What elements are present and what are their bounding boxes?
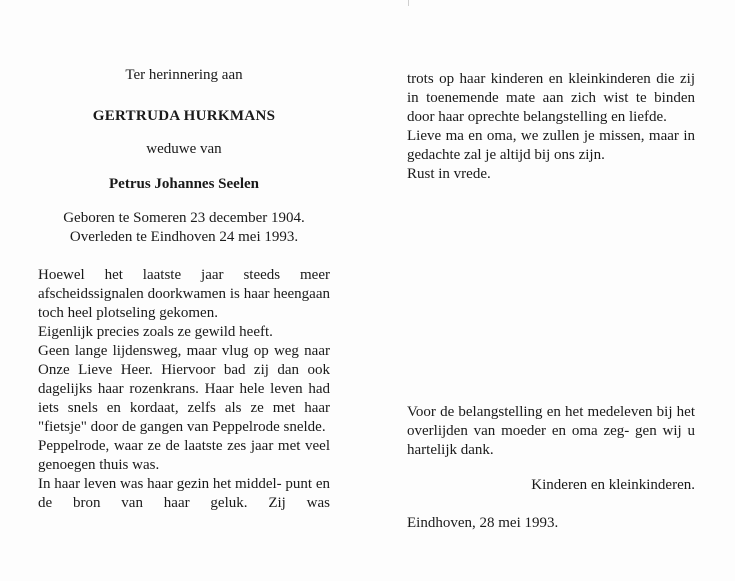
left-column <box>38 66 330 513</box>
birth-line: Geboren te Someren 23 december 1904. <box>63 210 305 226</box>
obituary-paragraph: Hoewel het laatste jaar steeds meer afscheidssignalen doorkwamen is haar heengaan toch heel plotseling gekomen. <box>38 267 330 321</box>
obituary-paragraph: In haar leven was haar gezin het middel- punt en de bron van haar geluk. Zij was <box>38 476 330 511</box>
thanks-block <box>407 403 695 533</box>
widow-of-line: weduwe van <box>146 141 222 157</box>
obituary-paragraph: trots op haar kinderen en kleinkinderen die zij in toenemende mate aan zich wist te binden door haar oprechte belangstelling en liefde. <box>407 71 695 125</box>
rest-in-peace-line: Rust in vrede. <box>407 166 491 182</box>
right-column <box>407 70 695 184</box>
farewell-paragraph: Lieve ma en oma, we zullen je missen, maar in gedachte zal je altijd bij ons zijn. <box>407 128 695 163</box>
intro-line: Ter herinnering aan <box>125 67 243 83</box>
thanks-text: Voor de belangstelling en het medeleven bij het overlijden van moeder en oma zeg- gen wij u hartelijk dank. <box>407 404 695 458</box>
spouse-name: Petrus Johannes Seelen <box>109 176 259 192</box>
obituary-text <box>38 266 330 513</box>
obituary-paragraph: Eigenlijk precies zoals ze gewild heeft. <box>38 324 273 340</box>
deceased-name: GERTRUDA HURKMANS <box>92 108 276 124</box>
signoff: Kinderen en kleinkinderen. <box>531 477 695 493</box>
place-date: Eindhoven, 28 mei 1993. <box>407 515 559 531</box>
fold-mark <box>408 0 409 6</box>
obituary-paragraph: Peppelrode, waar ze de laatste zes jaar met veel genoegen thuis was. <box>38 438 330 473</box>
obituary-paragraph: Geen lange lijdensweg, maar vlug op weg naar Onze Lieve Heer. Hiervoor bad zij dan ook dagelijks haar rozenkrans. Haar hele leven had iets snels en kordaat, zelfs als ze met haar "fietsje" door de gangen van Peppelrode snelde. <box>38 343 330 435</box>
death-line: Overleden te Eindhoven 24 mei 1993. <box>69 229 299 245</box>
